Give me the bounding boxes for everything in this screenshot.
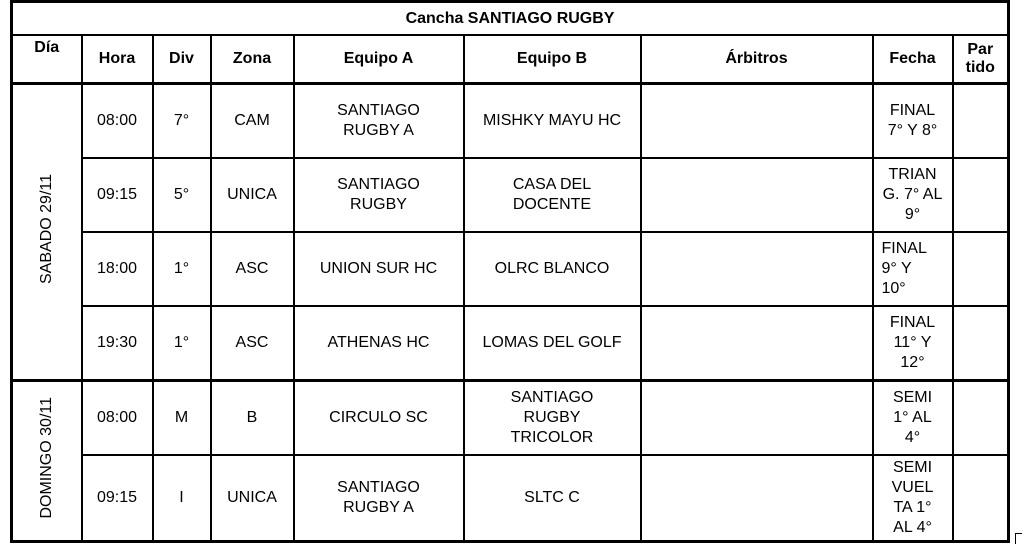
- table-row: [12, 306, 1009, 381]
- cell-equipo-b: OLRC BLANCO: [464, 232, 641, 306]
- header-row: [12, 35, 1009, 84]
- header-dia: Día: [12, 35, 82, 84]
- cell-hora: 19:30: [82, 306, 153, 381]
- cell-arbitros: [641, 455, 873, 542]
- title-row: [12, 2, 1009, 36]
- day-label: DOMINGO 30/11: [37, 397, 55, 519]
- cell-equipo-b: MISHKY MAYU HC: [464, 84, 641, 159]
- cell-equipo-a: SANTIAGO RUGBY A: [294, 84, 464, 159]
- table-row: [12, 455, 1009, 542]
- cell-fecha: SEMI 1° AL 4°: [873, 381, 953, 456]
- cell-div: 5°: [153, 158, 211, 232]
- cell-equipo-a: CIRCULO SC: [294, 381, 464, 456]
- cell-equipo-a: UNION SUR HC: [294, 232, 464, 306]
- fixture-table: [10, 0, 1010, 543]
- corner-mark: [1015, 533, 1022, 544]
- cell-div: 1°: [153, 306, 211, 381]
- day-cell-domingo: [12, 381, 82, 542]
- header-equipo-b: Equipo B: [464, 35, 641, 84]
- table-row: [12, 381, 1009, 456]
- cell-fecha: TRIAN G. 7° AL 9°: [873, 158, 953, 232]
- cell-fecha: FINAL 11° Y 12°: [873, 306, 953, 381]
- header-div: Div: [153, 35, 211, 84]
- cell-partido: [953, 232, 1009, 306]
- table-row: [12, 158, 1009, 232]
- cell-zona: UNICA: [211, 158, 294, 232]
- cell-fecha: FINAL 9° Y 10°: [873, 232, 953, 306]
- cell-arbitros: [641, 158, 873, 232]
- header-hora: Hora: [82, 35, 153, 84]
- cell-partido: [953, 158, 1009, 232]
- cell-hora: 09:15: [82, 455, 153, 542]
- cell-equipo-b: LOMAS DEL GOLF: [464, 306, 641, 381]
- cell-div: 7°: [153, 84, 211, 159]
- cell-zona: B: [211, 381, 294, 456]
- cell-partido: [953, 455, 1009, 542]
- fixture-table-container: [10, 0, 1007, 539]
- cell-equipo-b: SANTIAGO RUGBY TRICOLOR: [464, 381, 641, 456]
- cell-fecha: SEMI VUEL TA 1° AL 4°: [873, 455, 953, 542]
- cell-hora: 18:00: [82, 232, 153, 306]
- table-row: [12, 84, 1009, 159]
- cell-fecha: FINAL 7° Y 8°: [873, 84, 953, 159]
- cell-arbitros: [641, 232, 873, 306]
- cell-equipo-a: ATHENAS HC: [294, 306, 464, 381]
- header-arbitros: Árbitros: [641, 35, 873, 84]
- day-cell-sabado: [12, 84, 82, 381]
- cell-hora: 08:00: [82, 84, 153, 159]
- table-title: Cancha SANTIAGO RUGBY: [12, 2, 1009, 36]
- cell-zona: ASC: [211, 232, 294, 306]
- header-partido: Par tido: [953, 35, 1009, 84]
- cell-equipo-b: SLTC C: [464, 455, 641, 542]
- cell-partido: [953, 381, 1009, 456]
- cell-equipo-a: SANTIAGO RUGBY: [294, 158, 464, 232]
- header-equipo-a: Equipo A: [294, 35, 464, 84]
- cell-div: M: [153, 381, 211, 456]
- cell-arbitros: [641, 381, 873, 456]
- cell-zona: ASC: [211, 306, 294, 381]
- cell-hora: 09:15: [82, 158, 153, 232]
- cell-equipo-b: CASA DEL DOCENTE: [464, 158, 641, 232]
- cell-hora: 08:00: [82, 381, 153, 456]
- cell-partido: [953, 84, 1009, 159]
- cell-div: I: [153, 455, 211, 542]
- day-label: SABADO 29/11: [37, 174, 55, 284]
- cell-arbitros: [641, 84, 873, 159]
- cell-zona: CAM: [211, 84, 294, 159]
- cell-arbitros: [641, 306, 873, 381]
- cell-div: 1°: [153, 232, 211, 306]
- cell-zona: UNICA: [211, 455, 294, 542]
- header-zona: Zona: [211, 35, 294, 84]
- cell-equipo-a: SANTIAGO RUGBY A: [294, 455, 464, 542]
- table-row: [12, 232, 1009, 306]
- header-fecha: Fecha: [873, 35, 953, 84]
- cell-partido: [953, 306, 1009, 381]
